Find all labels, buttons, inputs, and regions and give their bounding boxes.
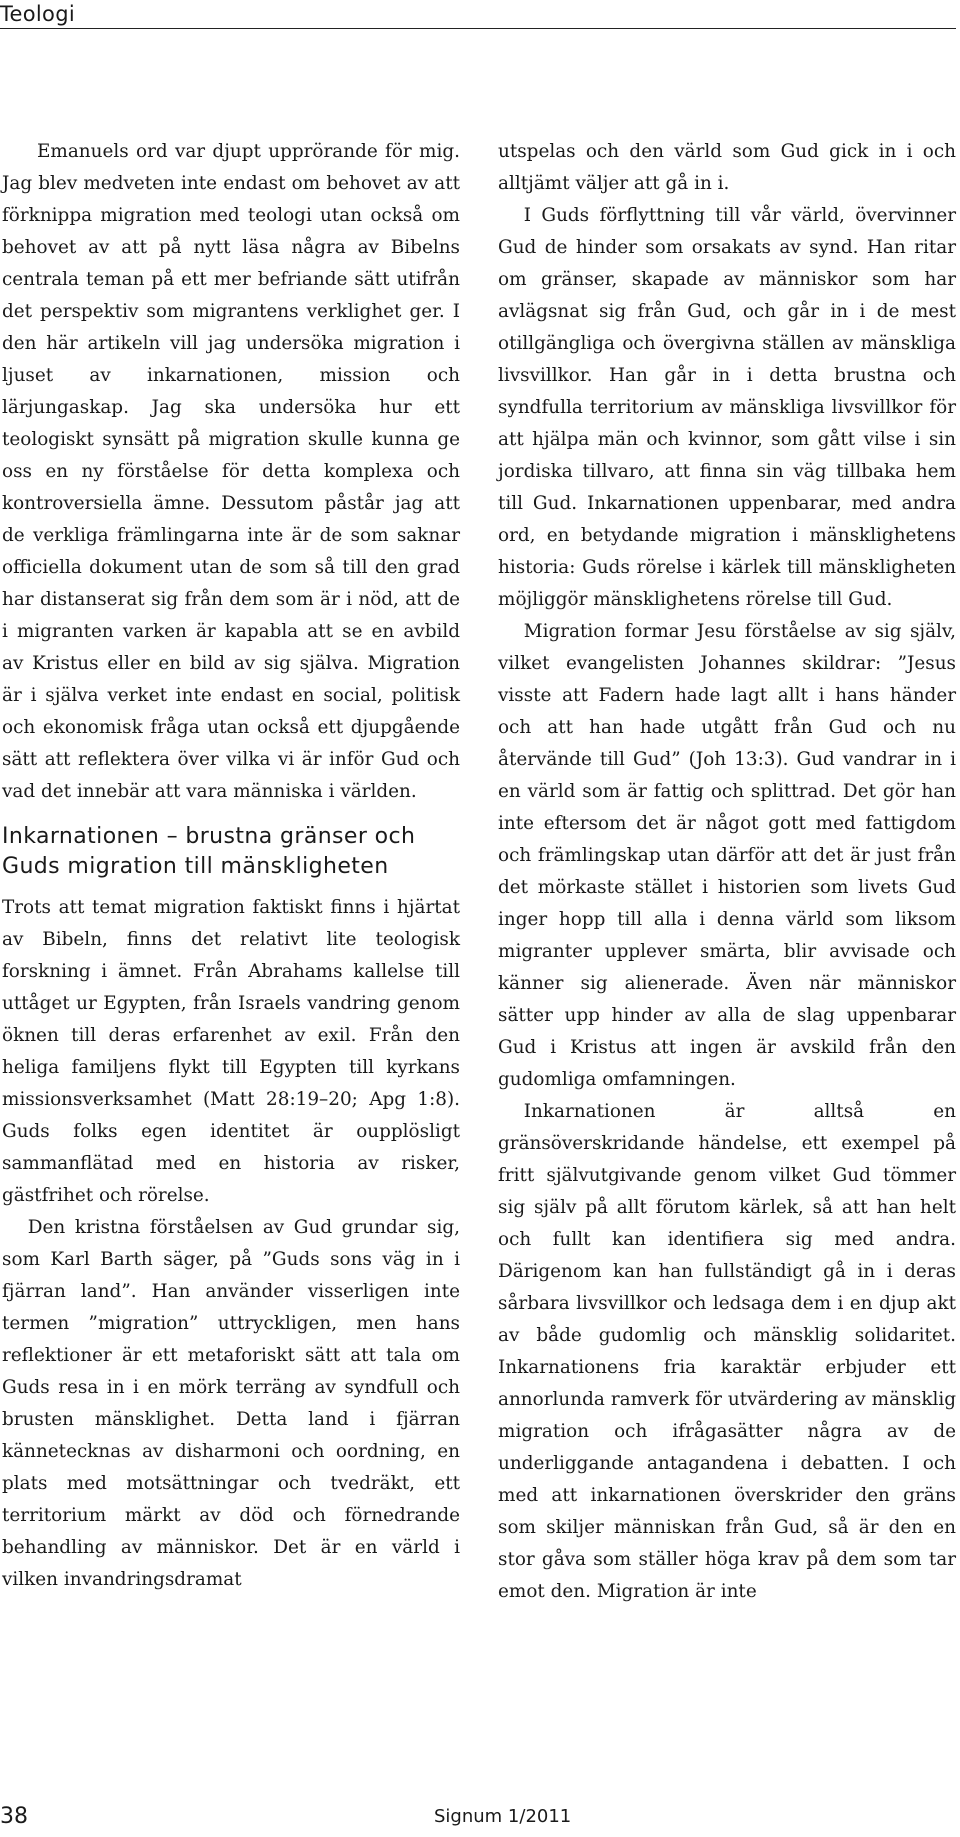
running-head (0, 0, 956, 29)
section-heading: Inkarnationen – brustna gränser och Guds migration till mänskligheten (2, 824, 416, 879)
paragraph: Inkarnationen är alltså en gränsöverskridande händelse, ett exempel på fritt självutgivande genom vilket Gud tömmer sig själv på allt förutom kärlek, så att han helt och fullt kan identifiera sig med andra. Därigenom kan han fullständigt gå in i deras sårbara livsvillkor och ledsaga dem i en djup akt av både gudomlig och mänsklig solidaritet. Inkarnationens fria karaktär erbjuder ett annorlunda ramverk för utvärdering av mänsklig migration och ifrågasätter några av de underliggande antagandena i debatten. I och med att inkarnationen överskrider den gräns som skiljer människan från Gud, så är den en stor gåva som ställer höga krav på dem som tar emot den. Migration är inte (498, 1101, 956, 1602)
paragraph: I Guds förflyttning till vår värld, övervinner Gud de hinder som orsakats av synd. Han ritar om gränser, skapade av människor som har avlägsnat sig från Gud, och går in i de mest otillgängliga och övergivna ställen av mänskliga livsvillkor. Han går in i detta brustna och syndfulla territorium av mänskliga livsvillkor för att hjälpa män och kvinnor, som gått vilse i sin jordiska tillvaro, att finna sin väg tillbaka hem till Gud. Inkarnationen uppenbarar, med andra ord, en betydande migration i mänsklighetens historia: Guds rörelse i kärlek till mänskligheten möjliggör mänsklighetens rörelse till Gud. (498, 205, 956, 610)
paragraph: Trots att temat migration faktiskt finns i hjärtat av Bibeln, finns det relativt lite teologisk forskning i ämnet. Från Abrahams kallelse till uttåget ur Egypten, från Israels vandring genom öknen till deras erfarenhet av exil. Från den heliga familjens flykt till Egypten till kyrkans missionsverksamhet (Matt 28:19–20; Apg 1:8). Guds folks egen identitet är oupplösligt sammanflätad med en historia av risker, gästfrihet och rörelse. (2, 897, 460, 1206)
paragraph: Emanuels ord var djupt upprörande för mig. Jag blev medveten inte endast om behovet av att förknippa migration med teologi utan också om behovet av att på nytt läsa några av Bibelns centrala teman på ett mer befriande sätt utifrån det perspektiv som migrantens verklighet ger. I den här artikeln vill jag undersöka migration i ljuset av inkarnationen, mission och lärjungaskap. Jag ska undersöka hur ett teologiskt synsätt på migration skulle kunna ge oss en ny förståelse för detta komplexa och kontroversiella ämne. Dessutom påstår jag att de verkliga främlingarna inte är de som saknar officiella dokument utan de som så till den grad har distanserat sig från dem som är i nöd, att de i migranten varken är kapabla att se en avbild av Kristus eller en bild av sig själva. Migration är i själva verket inte endast en social, politisk och ekonomisk fråga utan också ett djupgående sätt att reflektera över vilka vi är inför Gud och vad det innebär att vara människa i världen. (2, 141, 460, 802)
journal-issue: Signum 1/2011 (434, 1806, 572, 1827)
page-number: 38 (0, 1804, 28, 1829)
section-title: Teologi (0, 2, 75, 26)
right-column (498, 136, 956, 1608)
paragraph: Migration formar Jesu förståelse av sig själv, vilket evangelisten Johannes skildrar: ”Jesus visste att Fadern hade lagt allt i hans händer och att han hade utgått från Gud och nu återvände till Gud” (Joh 13:3). Gud vandrar in i en värld som är fattig och splittrad. Det gör han inte eftersom det är något gott med fattigdom och främlingskap utan därför att det är just från det mörkaste stället i historien som livets Gud inger hopp till alla i denna värld som liksom migranter upplever smärta, blir avvisade och känner sig alienerade. Även när människor sätter upp hinder av alla de slag uppenbarar Gud i Kristus att ingen är avskild från den gudomliga omfamningen. (498, 621, 956, 1090)
paragraph: Den kristna förståelsen av Gud grundar sig, som Karl Barth säger, på ”Guds sons väg in i fjärran land”. Han använder visserligen inte termen ”migration” uttryckligen, men hans reflektioner är ett metaforiskt sätt att tala om Guds resa in i en mörk terräng av syndfull och brusten mänsklighet. Detta land i fjärran kännetecknas av disharmoni och oordning, en plats med motsättningar och tvedräkt, ett territorium märkt av död och förnedrande behandling av människor. Det är en värld i vilken invandringsdramat (2, 1217, 460, 1590)
paragraph: utspelas och den värld som Gud gick in i och alltjämt väljer att gå in i. (498, 141, 956, 194)
left-column (2, 136, 460, 1596)
